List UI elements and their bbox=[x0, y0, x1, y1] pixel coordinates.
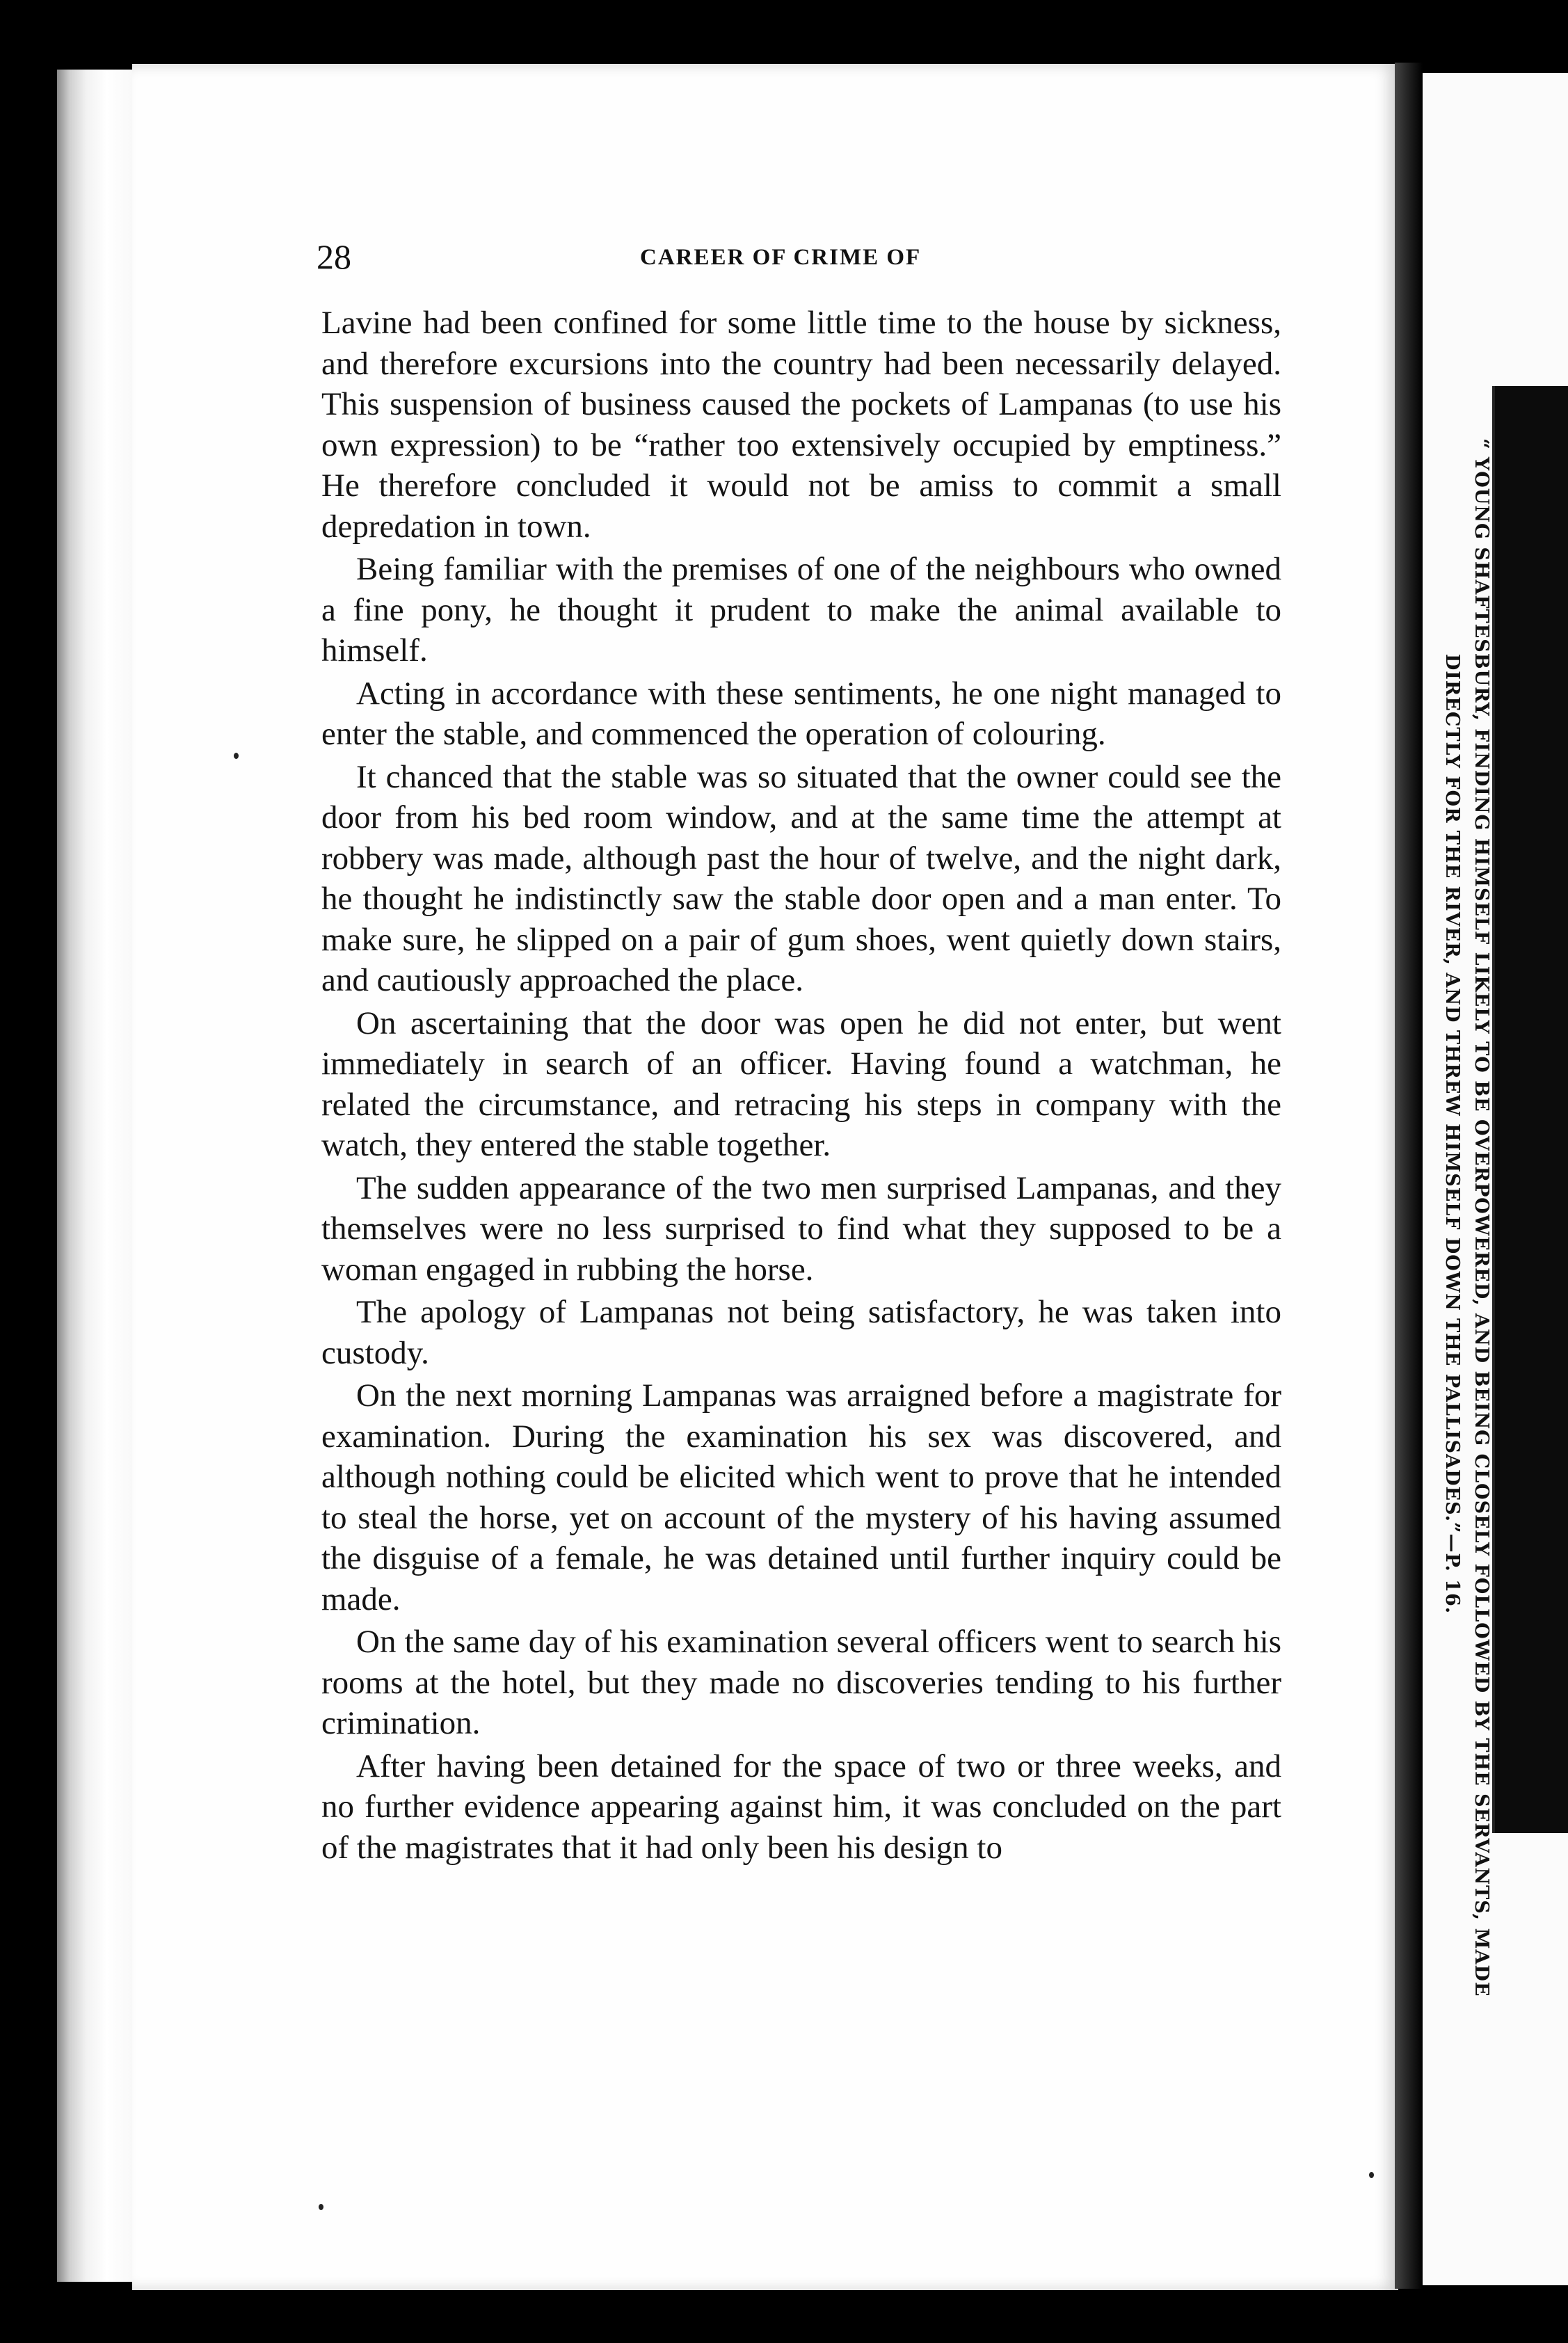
paragraph: The sudden appearance of the two men surprised Lampanas, and they themselves were no less surprised to find what they supposed to be a woman engaged in rubbing the horse. bbox=[321, 1169, 1281, 1288]
book-spine bbox=[1395, 63, 1423, 2289]
ink-speck bbox=[234, 753, 239, 759]
paragraph: On the next morning Lampanas was arraigned before a magistrate for examination. During the examination his sex was discovered, and although nothing could be elicited which went to prove that he intended to steal the horse, yet on account of the mystery of his having assumed the disguise of a female, he was detained until further inquiry could be made. bbox=[321, 1377, 1281, 1617]
paragraph: On the same day of his examination several officers went to search his rooms at the hotel, but they made no discoveries tending to his further crimination. bbox=[321, 1624, 1281, 1741]
plate-caption-line-1: “ YOUNG SHAFTESBURY, FINDING HIMSELF LIKELY TO BE OVERPOWERED, AND BEING CLOSELY FOLLOWED BY THE SERVANTS, MADE bbox=[1471, 438, 1492, 1997]
plate-illustration bbox=[1492, 386, 1568, 1833]
plate-caption bbox=[1426, 438, 1496, 1997]
body-text bbox=[321, 303, 1281, 1868]
ink-speck bbox=[319, 2204, 323, 2210]
page-edge bbox=[57, 70, 141, 2282]
paragraph: Acting in accordance with these sentiments, he one night managed to enter the stable, and commenced the operation of colouring. bbox=[321, 675, 1281, 752]
running-title: CAREER OF CRIME OF bbox=[640, 245, 922, 270]
page-number: 28 bbox=[317, 237, 351, 276]
ink-speck bbox=[1369, 2172, 1374, 2178]
paragraph: Lavine had been confined for some little time to the house by sickness, and therefore excursions into the country had been necessarily delayed. This suspension of business caused the pockets of Lampanas (to use his own expression) to be “rather too extensively occupied by emptiness.” He therefore concluded it would not be amiss to commit a small depredation in town. bbox=[321, 305, 1281, 545]
paragraph: The apology of Lampanas not being satisfactory, he was taken into custody. bbox=[321, 1294, 1281, 1371]
paragraph: On ascertaining that the door was open he did not enter, but went immediately in search of an officer. Having found a watchman, he related the circumstance, and retracing his steps in company with the watch, they entered the stable together. bbox=[321, 1005, 1281, 1163]
paragraph: It chanced that the stable was so situated that the owner could see the door from his bed room window, and at the same time the attempt at robbery was made, although past the hour of twelve, and the night dark, he thought he indistinctly saw the stable door open and a man enter. To make sure, he slipped on a pair of gum shoes, went quietly down stairs, and cautiously approached the place. bbox=[321, 758, 1281, 998]
paragraph: After having been detained for the space of two or three weeks, and no further evidence appearing against him, it was concluded on the part of the magistrates that it had only been his design to bbox=[321, 1748, 1281, 1866]
plate-caption-line-2: DIRECTLY FOR THE RIVER, AND THREW HIMSELF DOWN THE PALLISADES.”—P. 16. bbox=[1441, 653, 1463, 1615]
paragraph: Being familiar with the premises of one of the neighbours who owned a fine pony, he thought it prudent to make the animal available to himself. bbox=[321, 551, 1281, 669]
